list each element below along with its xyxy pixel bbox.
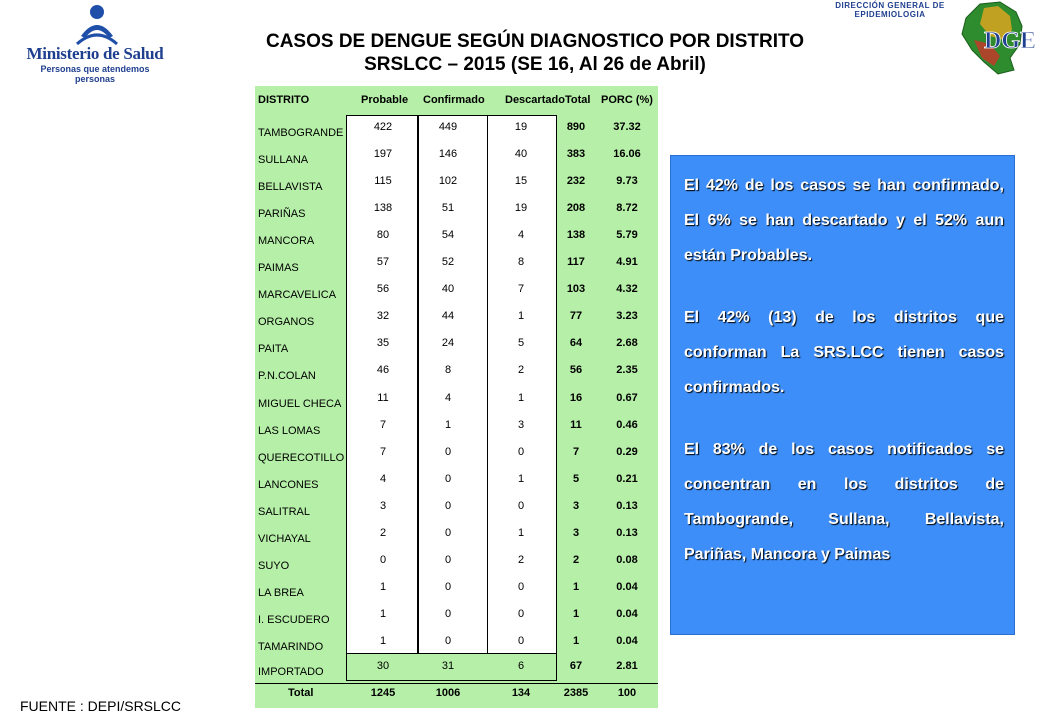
cell-probable: 4 <box>379 472 387 485</box>
dge-logo-text: DGE <box>984 28 1037 54</box>
district-name: P.N.COLAN <box>258 370 316 383</box>
cell-descartado: 5 <box>517 337 525 350</box>
cell-porc: 2.35 <box>616 364 638 377</box>
cell-descartado: 4 <box>517 229 525 242</box>
cell-confirmado: 0 <box>444 526 452 539</box>
cell-porc: 8.72 <box>616 202 638 215</box>
cell-probable: 35 <box>376 337 390 350</box>
cell-total: 3 <box>572 499 580 512</box>
ministry-name: Ministerio de Salud <box>26 44 164 63</box>
cell-probable: 7 <box>379 418 387 431</box>
cell-probable: 56 <box>376 283 390 296</box>
cell-porc: 0.67 <box>616 391 638 404</box>
info-paragraph-1: El 42% de los casos se han confirmado, El 6% se han descartado y el 52% aun están Probables. <box>684 177 1004 264</box>
district-name: PARIÑAS <box>258 208 306 221</box>
cell-confirmado: 24 <box>441 337 455 350</box>
cell-confirmado: 52 <box>441 256 455 269</box>
cell-probable: 0 <box>379 553 387 566</box>
district-name: IMPORTADO <box>258 666 324 678</box>
district-name: SULLANA <box>258 154 309 167</box>
cell-descartado: 1 <box>517 472 525 485</box>
district-name: TAMARINDO <box>258 640 324 653</box>
column-header: Total <box>565 94 591 106</box>
ministry-tagline: Personas que atendemos personas <box>40 64 150 84</box>
cell-descartado: 15 <box>514 175 528 188</box>
column-box <box>487 115 557 654</box>
district-name: QUERECOTILLO <box>258 451 345 464</box>
cell-total: 208 <box>566 202 586 215</box>
cell-porc: 0.46 <box>616 418 638 431</box>
cell-total: 1 <box>572 607 580 620</box>
cell-descartado: 7 <box>517 283 525 296</box>
cell-total: 117 <box>567 256 585 269</box>
title-line-1: CASOS DE DENGUE SEGÚN DIAGNOSTICO POR DISTRITO <box>265 31 805 52</box>
cell-descartado: 3 <box>517 418 525 431</box>
cell-confirmado: 0 <box>444 607 452 620</box>
dge-line-1: DIRECCIÓN GENERAL DE <box>835 1 945 10</box>
district-name: PAITA <box>258 343 289 356</box>
cell-porc: 0.13 <box>616 526 638 539</box>
cell-probable: 138 <box>373 202 393 215</box>
cell-descartado: 0 <box>517 445 525 458</box>
cell-descartado: 0 <box>517 634 525 647</box>
cell-confirmado: 40 <box>441 283 455 296</box>
title-line-2: SRSLCC – 2015 (SE 16, Al 26 de Abril) <box>364 54 706 75</box>
cell-total: 103 <box>566 283 586 296</box>
peru-map-icon <box>950 0 1037 76</box>
cell-porc: 3.23 <box>616 310 638 323</box>
cell-descartado: 1 <box>517 310 525 323</box>
cell-porc: 0.21 <box>616 472 638 485</box>
info-paragraph-3: El 83% de los casos notificados se concentran en los distritos de Tambogrande, Sullana, Bellavista, Pariñas, Mancora y Paimas <box>684 441 1004 563</box>
district-name: LAS LOMAS <box>258 424 321 437</box>
cell-descartado: 6 <box>517 660 525 672</box>
district-name: BELLAVISTA <box>258 181 323 194</box>
cell-total: 11 <box>570 418 582 431</box>
cell-confirmado: 0 <box>444 472 452 485</box>
cell-descartado: 1 <box>517 391 525 404</box>
cell-porc: 0.04 <box>616 607 638 620</box>
cell-porc: 37.32 <box>613 121 641 133</box>
cell-total: 77 <box>569 310 583 323</box>
cell-porc: 16.06 <box>613 148 641 161</box>
cell-total: 5 <box>572 472 580 485</box>
cell-confirmado: 4 <box>444 391 452 404</box>
cell-probable: 1 <box>379 634 387 647</box>
cell-probable: 30 <box>376 660 390 672</box>
minsa-emblem-icon <box>75 4 119 46</box>
cell-probable: 57 <box>376 256 390 269</box>
cell-descartado: 0 <box>517 499 525 512</box>
cell-porc: 100 <box>617 687 637 699</box>
cell-descartado: 8 <box>517 256 525 269</box>
info-paragraph-2: El 42% (13) de los distritos que conforman La SRS.LCC tienen casos confirmados. <box>684 309 1004 396</box>
column-header: PORC (%) <box>601 94 653 106</box>
column-header: Confirmado <box>423 94 485 106</box>
district-name: SUYO <box>258 559 290 572</box>
cell-descartado: 0 <box>517 580 525 593</box>
source-note: FUENTE : DEPI/SRSLCC <box>20 698 182 714</box>
info-box <box>670 155 1015 635</box>
cell-porc: 2.68 <box>616 337 638 350</box>
cell-confirmado: 449 <box>438 121 458 133</box>
cell-probable: 1 <box>379 580 387 593</box>
column-box <box>418 115 488 654</box>
cell-total: 1 <box>572 634 580 647</box>
cell-porc: 4.91 <box>616 256 638 269</box>
cell-total: 16 <box>569 391 583 404</box>
cell-total: 56 <box>569 364 583 377</box>
cell-probable: 1 <box>379 607 387 620</box>
cell-confirmado: 102 <box>438 175 458 188</box>
cell-descartado: 19 <box>514 121 528 133</box>
cell-confirmado: 0 <box>444 580 452 593</box>
cell-descartado: 40 <box>514 148 528 161</box>
cell-probable: 422 <box>373 121 393 133</box>
cell-probable: 3 <box>379 499 387 512</box>
district-name: MIGUEL CHECA <box>258 397 342 410</box>
cell-confirmado: 31 <box>441 660 455 672</box>
cell-porc: 4.32 <box>616 283 638 296</box>
cell-porc: 0.04 <box>616 634 638 647</box>
page-title <box>190 30 880 76</box>
cell-descartado: 2 <box>517 553 525 566</box>
cell-descartado: 134 <box>511 687 531 699</box>
cell-probable: 197 <box>373 148 393 161</box>
cell-confirmado: 146 <box>438 148 458 161</box>
district-name: MANCORA <box>258 235 315 248</box>
ministerio-de-salud-logo <box>20 4 170 84</box>
cell-confirmado: 0 <box>444 499 452 512</box>
cell-porc: 0.13 <box>616 499 638 512</box>
cell-total: 2 <box>572 553 580 566</box>
cell-confirmado: 1006 <box>435 687 461 699</box>
cell-porc: 2.81 <box>616 660 638 672</box>
cell-probable: 32 <box>376 310 390 323</box>
dge-logo <box>950 0 1037 76</box>
cell-probable: 80 <box>376 229 390 242</box>
cell-probable: 2 <box>379 526 387 539</box>
cell-descartado: 1 <box>517 526 525 539</box>
district-name: TAMBOGRANDE <box>258 127 344 139</box>
cell-probable: 1245 <box>370 687 396 699</box>
cell-porc: 0.04 <box>616 580 638 593</box>
cell-total: 890 <box>566 121 586 133</box>
cell-probable: 46 <box>376 364 390 377</box>
cell-probable: 7 <box>379 445 387 458</box>
cell-total: 67 <box>569 660 583 672</box>
district-name: LA BREA <box>258 586 304 599</box>
cell-total: 7 <box>572 445 580 458</box>
district-name: ORGANOS <box>258 316 315 329</box>
cell-probable: 11 <box>377 391 389 404</box>
cell-total: 138 <box>566 229 586 242</box>
cell-confirmado: 54 <box>441 229 455 242</box>
cell-descartado: 0 <box>517 607 525 620</box>
cell-porc: 5.79 <box>616 229 638 242</box>
dge-line-2: EPIDEMIOLOGIA <box>854 10 926 19</box>
cell-total: 64 <box>569 337 583 350</box>
cell-total: 1 <box>572 580 580 593</box>
column-header: Descartado <box>505 94 565 106</box>
district-name: PAIMAS <box>258 262 299 275</box>
cell-total: 3 <box>572 526 580 539</box>
district-name: MARCAVELICA <box>258 289 337 302</box>
dge-label <box>830 1 950 19</box>
district-name: SALITRAL <box>258 505 310 518</box>
cell-probable: 115 <box>374 175 392 188</box>
cell-descartado: 19 <box>514 202 528 215</box>
cell-porc: 0.08 <box>616 553 638 566</box>
cell-porc: 9.73 <box>616 175 638 188</box>
district-name: VICHAYAL <box>258 532 311 545</box>
column-header: DISTRITO <box>258 94 310 106</box>
cell-confirmado: 0 <box>444 445 452 458</box>
district-name: LANCONES <box>258 478 319 491</box>
cell-confirmado: 44 <box>441 310 455 323</box>
district-name: I. ESCUDERO <box>258 613 330 626</box>
cell-descartado: 2 <box>517 364 525 377</box>
cell-confirmado: 0 <box>444 553 452 566</box>
cell-confirmado: 0 <box>444 634 452 647</box>
column-box <box>346 115 418 654</box>
dengue-cases-table <box>255 86 658 708</box>
total-divider <box>255 683 658 684</box>
column-header: Probable <box>361 94 409 106</box>
total-label: Total <box>288 687 314 699</box>
cell-total: 383 <box>566 148 586 161</box>
cell-confirmado: 8 <box>444 364 452 377</box>
cell-total: 232 <box>566 175 586 188</box>
cell-total: 2385 <box>563 687 589 699</box>
cell-confirmado: 51 <box>441 202 455 215</box>
cell-porc: 0.29 <box>616 445 638 458</box>
cell-confirmado: 1 <box>444 418 452 431</box>
